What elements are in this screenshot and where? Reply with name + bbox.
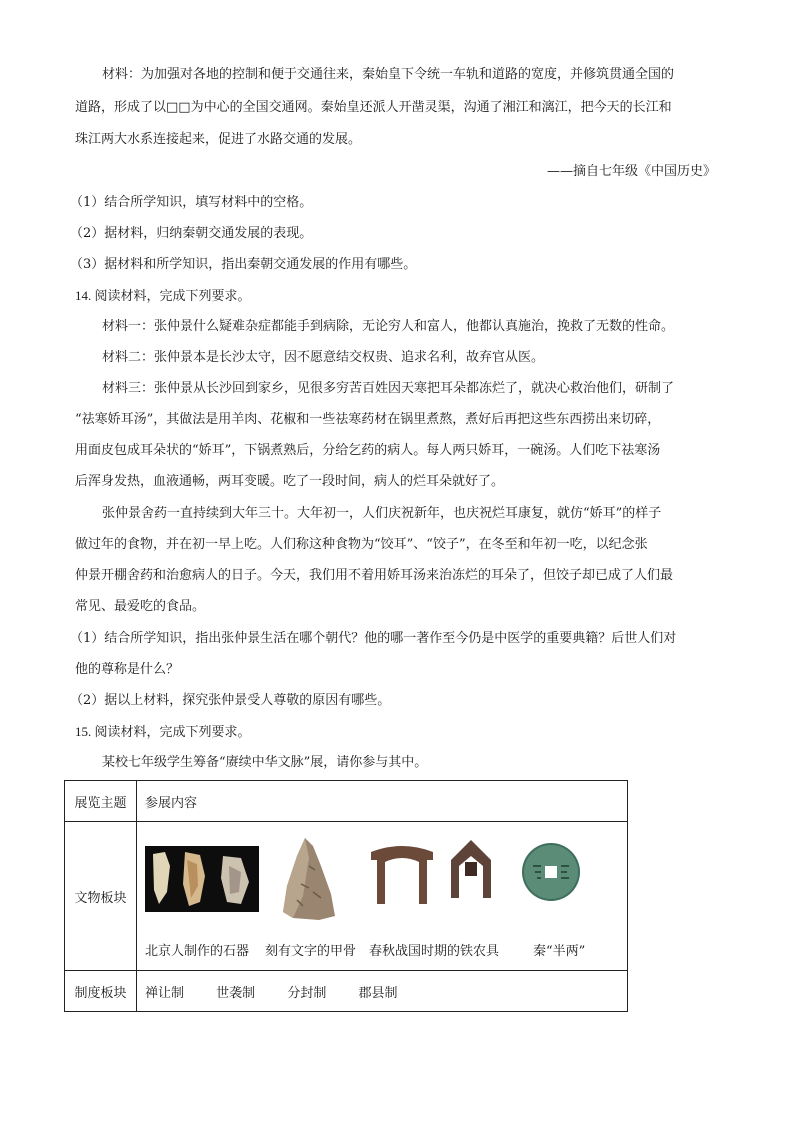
- table-header-content: 参展内容: [137, 781, 628, 822]
- ban-liang-coin-image: [521, 842, 581, 902]
- material-text: 做过年的食物，并在初一早上吃。人们称这种食物为“饺耳”、“饺子”，在冬至和年初一吃，以纪念张: [75, 537, 648, 552]
- question-item: 他的尊称是什么？: [75, 662, 180, 677]
- question-item: （2）据以上材料，探究张仲景受人尊敬的原因有哪些。: [70, 693, 391, 708]
- question-item: （2）据材料，归纳秦朝交通发展的表现。: [70, 226, 313, 241]
- table-header-theme: 展览主题: [65, 781, 137, 822]
- iron-tool-image: [449, 838, 493, 904]
- material-text: 常见、最爱吃的食品。: [75, 599, 206, 614]
- material-text: 材料：为加强对各地的控制和便于交通往来，秦始皇下令统一车轨和道路的宽度，并修筑贯通全国的: [102, 67, 675, 82]
- material-text: “祛寒娇耳汤”，其做法是用羊肉、花椒和一些祛寒药材在锅里煮熬，煮好后再把这些东西捞出来切碎，: [75, 412, 661, 427]
- caption-oracle-bone: 刻有文字的甲骨: [265, 944, 357, 959]
- question-title: 15. 阅读材料，完成下列要求。: [75, 724, 251, 739]
- row-label-systems: 制度板块: [65, 971, 137, 1012]
- caption-iron-tools: 春秋战国时期的铁农具: [369, 944, 500, 959]
- row-label-artifacts: 文物板块: [65, 822, 137, 971]
- question-item: （1）结合所学知识，填写材料中的空格。: [70, 195, 313, 210]
- system-item: 世袭制: [216, 985, 256, 1001]
- iron-tool-image: [367, 838, 437, 908]
- material-text: 某校七年级学生筹备“赓续中华文脉”展，请你参与其中。: [102, 755, 428, 770]
- material-source: ——摘自七年级《中国历史》: [546, 164, 716, 179]
- artifact-gallery: [137, 822, 627, 970]
- material-text: 珠江两大水系连接起来，促进了水路交通的发展。: [75, 132, 362, 147]
- material-text: 材料二：张仲景本是长沙太守，因不愿意结交权贵、追求名利，故弃官从医。: [102, 350, 545, 365]
- caption-ban-liang: 秦“半两”: [533, 944, 586, 959]
- material-text: 张仲景舍药一直持续到大年三十。大年初一，人们庆祝新年，也庆祝烂耳康复，就仿“娇耳”的样子: [102, 506, 662, 521]
- system-item: 郡县制: [358, 985, 398, 1001]
- material-text: 仲景开棚舍药和治愈病人的日子。今天，我们用不着用娇耳汤来治冻烂的耳朵了，但饺子却已成了人们最: [75, 568, 674, 583]
- system-item: 分封制: [287, 985, 327, 1001]
- systems-list: [137, 971, 628, 1012]
- material-text: 用面皮包成耳朵状的“娇耳”，下锅煮熟后，分给乞药的病人。每人两只娇耳，一碗汤。人们吃下祛寒汤: [75, 443, 661, 458]
- material-text: 后浑身发热，血液通畅，两耳变暖。吃了一段时间，病人的烂耳朵就好了。: [75, 474, 505, 489]
- material-text: 道路，形成了以□□为中心的全国交通网。秦始皇还派人开凿灵渠，沟通了湘江和漓江，把今天的长江和: [75, 100, 672, 115]
- system-item: 禅让制: [145, 985, 185, 1001]
- question-item: （1）结合所学知识，指出张仲景生活在哪个朝代？他的哪一著作至今仍是中医学的重要典籍？后世人们对: [70, 631, 677, 646]
- material-text: 材料三：张仲景从长沙回到家乡，见很多穷苦百姓因天寒把耳朵都冻烂了，就决心救治他们，研制了: [102, 381, 675, 396]
- material-text: 材料一：张仲景什么疑难杂症都能手到病除，无论穷人和富人，他都认真施治，挽救了无数的性命。: [102, 319, 675, 334]
- stone-tools-image: [145, 846, 259, 912]
- question-title: 14. 阅读材料，完成下列要求。: [75, 288, 251, 303]
- caption-stone-tools: 北京人制作的石器: [145, 944, 250, 959]
- oracle-bone-image: [279, 836, 337, 922]
- exhibit-table: [64, 780, 628, 1012]
- question-item: （3）据材料和所学知识，指出秦朝交通发展的作用有哪些。: [70, 257, 417, 272]
